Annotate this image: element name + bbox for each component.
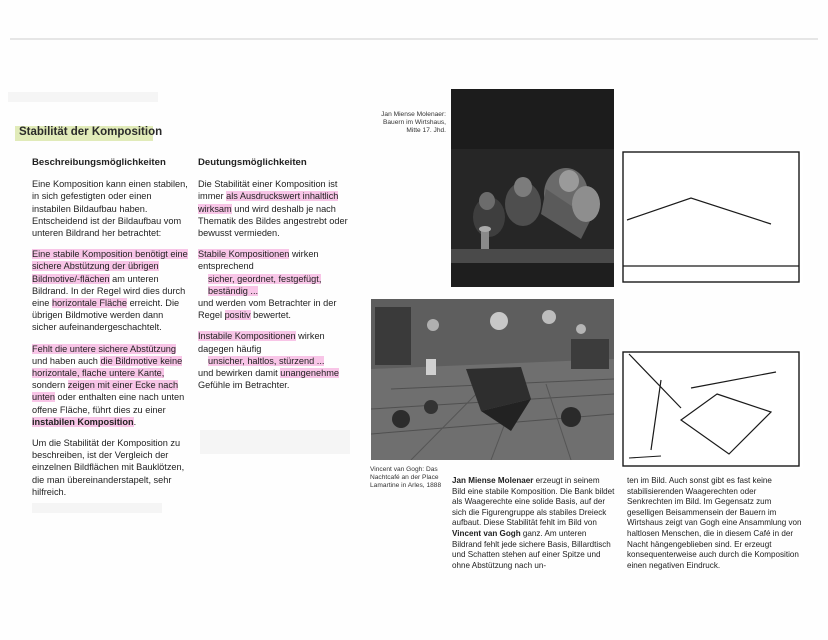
scan-edge-line — [10, 38, 818, 40]
interpretation-column — [198, 157, 356, 400]
paragraph — [198, 330, 356, 391]
text-run: und haben auch — [32, 355, 101, 366]
painting-van-gogh — [371, 299, 614, 460]
paragraph: Eine Komposition kann einen stabilen, in sich gefestigten oder einen instabilen Bildaufbau haben. Entscheidend ist der Bildaufbau vom unteren Bildrand her betrachtet: — [32, 179, 188, 239]
painting-van-gogh-illustration — [371, 299, 614, 460]
highlighted-text: unsicher, haltlos, stürzend ... — [208, 355, 325, 366]
unstable-composition-diagram — [621, 350, 803, 468]
highlighted-text: unangenehme — [280, 368, 339, 379]
painting-caption-molenaer: Jan Miense Molenaer: Bauern im Wirtshaus, Mitte 17. Jhd. — [381, 111, 446, 135]
text-run: bewertet. — [250, 310, 291, 321]
highlighted-text: Eine stabile Komposition benötigt eine sichere Abstützung der übrigen Bildmotive/-flächen — [32, 249, 188, 284]
highlighted-text: instabilen Komposition — [32, 416, 134, 427]
show-through-ghost — [200, 430, 350, 454]
artist-name: Vincent van Gogh — [452, 528, 521, 538]
text-run: . — [133, 416, 137, 427]
painting-molenaer — [451, 89, 614, 287]
column-heading: Deutungsmöglichkeiten — [198, 157, 307, 168]
paragraph: Um die Stabilität der Komposition zu beschreiben, ist der Vergleich der einzelnen Bildflächen mit Bauklötzen, die man übereinanderstapelt, sehr hilfreich. — [32, 438, 185, 497]
paragraph — [198, 178, 356, 239]
highlighted-text: positiv — [224, 310, 251, 321]
stable-composition-diagram — [621, 150, 803, 284]
highlighted-text: Fehlt die untere sichere Abstützung — [32, 343, 177, 354]
explanation-text-left — [452, 476, 615, 571]
text-run: wirken dagegen häufig — [198, 331, 325, 354]
description-column — [32, 157, 190, 507]
section-title: Stabilität der Komposition — [19, 126, 163, 138]
text-run: oder enthalten eine nach unten offene Fläche, führt dies zu einer — [32, 392, 185, 415]
artist-name: Jan Miense Molenaer — [452, 476, 534, 485]
indent — [198, 355, 324, 367]
highlighted-text: als Ausdruckswert inhaltlich wirksam — [198, 191, 339, 214]
text-run: ganz. Am unteren Bildrand fehlt jede sichere Basis, Billardtisch und Schatten stehen auf einer Spitze und ohne Abstützung nach un- — [452, 528, 611, 570]
text-run: Die Stabilität einer Komposition ist immer — [198, 179, 338, 202]
text-run: wirken entsprechend — [198, 249, 319, 272]
painting-caption-van-gogh: Vincent van Gogh: Das Nachtcafé an der Place Lamartine in Arles, 1888 — [370, 466, 442, 490]
painting-molenaer-illustration — [451, 89, 614, 287]
text-run: sondern — [32, 380, 68, 391]
text-run: am unteren Bildrand. In der Regel wird dies durch eine — [32, 273, 186, 309]
text-run: und wird deshalb je nach Thematik des Bildes angestrebt oder bewusst vermieden. — [198, 203, 348, 239]
text-run: und bewirken damit — [198, 368, 281, 379]
stable-diagram-lines — [621, 150, 803, 284]
unstable-diagram-lines — [621, 350, 803, 468]
text-run: erreicht. Die übrigen Bildmotive werden dann sicher aufeinandergeschachtelt. — [32, 298, 180, 333]
paragraph — [32, 343, 190, 428]
paragraph — [198, 248, 356, 321]
highlighted-text: horizontale Fläche — [51, 298, 128, 309]
highlighted-text: zeigen mit einer Ecke nach unten — [32, 380, 179, 403]
explanation-text-right: ten im Bild. Auch sonst gibt es fast keine stabilisierenden Waagerechten oder Senkrechten im Bild. Im Gegensatz zum geselligen Beisammensein der Bauern im Wirtshaus zeigt van Gogh eine Ansammlung von haltlosen Menschen, die in diesem Café in der Nacht hängengeblieben sind. Er erzeugt konsequenterweise auch durch die Komposition einen negativen Eindruck. — [627, 476, 802, 570]
highlighted-text: sicher, geordnet, festgefügt, beständig ... — [208, 273, 322, 296]
show-through-ghost — [8, 92, 158, 102]
paragraph — [32, 248, 190, 333]
text-run: erzeugt in seinem Bild eine stabile Komposition. Die Bank bildet als Waagerechte eine solide Basis, auf der sich die Figurengruppe als stabiles Dreieck aufbaut. Diese Stabilität fehlt im Bild von — [452, 476, 615, 528]
indent — [198, 273, 356, 297]
column-heading: Beschreibungsmöglichkeiten — [32, 157, 166, 168]
highlighted-text: Instabile Kompositionen — [198, 331, 296, 342]
highlighted-text: die Bildmotive keine horizontale, flache untere Kante, — [32, 355, 183, 379]
highlighted-text: Stabile Kompositionen — [198, 249, 290, 260]
text-run: und werden vom Betrachter in der Regel — [198, 298, 337, 321]
text-run: Gefühle im Betrachter. — [198, 380, 290, 391]
